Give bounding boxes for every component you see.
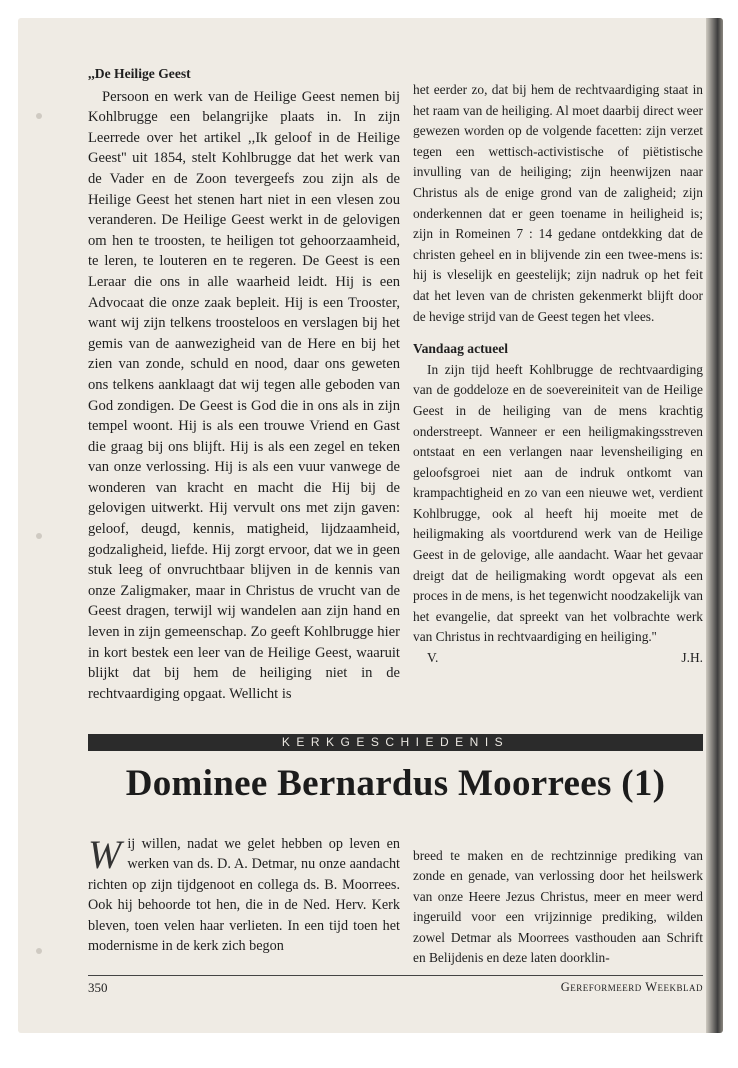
body-paragraph: Persoon en werk van de Heilige Geest nemen bij Kohlbrugge een belangrijke plaats in. In zijn Leerrede over het artikel ,,Ik geloof in de Heilige Geest'' uit 1854, stelt Kohlbrugge dat het werk van de Vader en de Zoon tevergeefs zou zijn als de Heilige Geest het stenen hart niet in een vlesen zou veranderen. De Heilige Geest werkt in de gelovigen om hen te troosten, te heiligen tot gehoorzaamheid, te leren, te louteren en te regeren. De Geest is een Leraar die ons in alle waarheid leidt. Hij is een Advocaat die onze zaak bepleit. Hij is een Trooster, want wij zijn telkens troosteloos en verslagen bij het gemis van de aanwezigheid van de Here en bij het zien van zonde, schuld en nood, daar ons geweten ons telkens aanklaagt dat wij tegen alle geboden van God zondigen. De Geest is God die in ons als in zijn tempel woont. Hij is als een trouwe Vriend en Gast die graag bij ons blijft. Hij is als een zegel en teken van onze verlossing. Hij is als een vuur vanwege de wonderen van kracht en macht die Hij bij de gelovigen uitwerkt. Hij vervult ons met zijn gaven: geloof, deugd, kennis, matigheid, lijdzaamheid, godzaligheid, liefde. Hij zorgt ervoor, dat we in geen stuk leeg of onvruchtbaar blijven in de kennis van onze Zaligmaker, maar in Christus de vrucht van de Geest dragen, terwijl wij wandelen aan zijn hand en leven in zijn gemeenschap. Zo geeft Kohlbrugge hier in kort bestek een leer van de Heilige Geest, waaruit blijkt dat bij hem de heiliging niet in de rechtvaardiging opgaat. Wellicht is: [88, 88, 400, 702]
binding-hole: [36, 533, 42, 539]
page-number: 350: [88, 980, 108, 995]
article-column-right: breed te maken en de rechtzinnige prediking van zonde en genade, van verlossing door het heilswerk van onze Heere Jezus Christus, meer en meer werd ingeruild voor een vrijzinnige prediking, wilden zowel Detmar als Moorrees vasthouden aan Schrift en Belijdenis en deze laten doorklin-: [413, 848, 703, 966]
article-text-left: ij willen, nadat we gelet hebben op leven en werken van ds. D. A. Detmar, nu onze aandacht richten op zijn tijdgenoot en collega ds. B. Moorrees. Ook hij behoorde tot hen, die in de Ned. Herv. Kerk bleven, toen velen haar verlieten. In een tijd toen het modernisme in de kerk zich begon: [88, 836, 400, 955]
binding-hole: [36, 113, 42, 119]
body-paragraph: In zijn tijd heeft Kohlbrugge de rechtvaardiging van de goddeloze en de soevereiniteit van de Heilige Geest in de heiliging van de mens krachtig onderstreept. Wanneer er een heiligmakingsstreven ontstaat en een verlangen naar levensheiliging en geloofsgroei niet aan de indruk ontkomt van krampachtigheid en zo van een nieuwe wet, verdient Kohlbrugge, ook al heeft hij moeite met de heiligmaking als voortdurend werk van de Heilige Geest in de gelovige, alle aandacht. Waar het gevaar dreigt dat de heiligmaking wordt opgevat als een proces in de mens, is het tegenwicht noodzakelijk van het evangelie, dat spreekt van het volbrachte werk van Christus in rechtvaardiging en heiliging.'': [413, 361, 703, 645]
binding-hole: [36, 948, 42, 954]
journal-name: Gereformeerd Weekblad: [560, 980, 703, 994]
section-heading-vandaag-actueel: Vandaag actueel: [413, 341, 509, 357]
column-right-top: [413, 80, 703, 669]
signature-left: V.: [427, 650, 439, 666]
signature-author: J.H.: [681, 650, 703, 666]
drop-cap: W: [88, 832, 122, 877]
article-title: Dominee Bernardus Moorrees (1): [125, 763, 666, 804]
footer-divider: [88, 975, 703, 976]
section-heading-heilige-geest: ,,De Heilige Geest: [88, 66, 191, 81]
page-gutter-shadow: [706, 18, 723, 1033]
magazine-page: [18, 18, 723, 1033]
article-column-left: [88, 834, 400, 956]
column-left-top: [88, 64, 400, 704]
section-band-kerkgeschiedenis: KERKGESCHIEDENIS: [88, 734, 703, 751]
body-continuation: het eerder zo, dat bij hem de rechtvaardiging staat in het raam van de heiliging. Al moet daarbij direct weer gewezen worden op de volgende facetten: zijn verzet tegen een wettisch-activistische of piëtistische invulling van de heiliging; zijn heenwijzen naar Christus als de enige grond van de zaligheid; zijn onderkennen dat er geen toename in heiligheid is; zijn in Romeinen 7 : 14 gedane ontdekking dat de christen geheel en in blijvende zin een twee-mens is: hij is vleselijk en geestelijk; zijn nadruk op het feit dat het leven van de christen gekenmerkt blijft door de hevige strijd van de Geest tegen het vlees.: [413, 82, 703, 324]
signature-line: [413, 648, 703, 669]
